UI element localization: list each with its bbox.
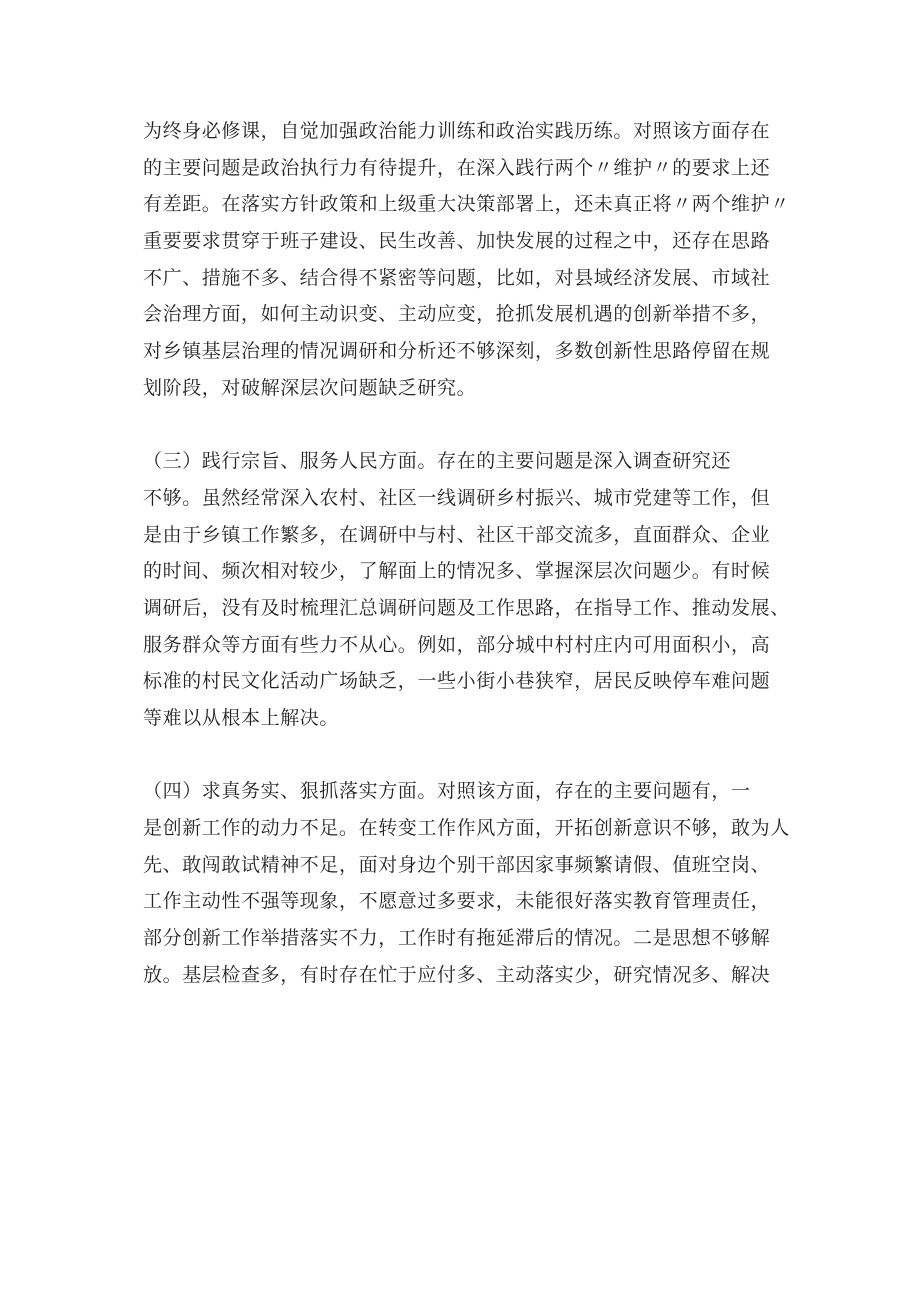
text-line: 重要要求贯穿于班子建设、民生改善、加快发展的过程之中，还存在思路 [143, 230, 771, 253]
text-line: 是由于乡镇工作繁多，在调研中与村、社区干部交流多，直面群众、企业 [143, 523, 771, 546]
text-line: 会治理方面，如何主动识变、主动应变，抢抓发展机遇的创新举措不多， [143, 303, 771, 326]
text-line: 对乡镇基层治理的情况调研和分析还不够深刻，多数创新性思路停留在规 [143, 340, 771, 363]
text-line: 部分创新工作举措落实不力，工作时有拖延滞后的情况。二是思想不够解 [143, 927, 771, 950]
text-line: （四）求真务实、狠抓落实方面。对照该方面，存在的主要问题有，一 [143, 780, 751, 803]
text-line: 的时间、频次相对较少，了解面上的情况多、掌握深层次问题少。有时候 [143, 560, 771, 583]
text-line: 划阶段，对破解深层次问题缺乏研究。 [143, 376, 477, 399]
text-line: 调研后，没有及时梳理汇总调研问题及工作思路，在指导工作、推动发展、 [143, 596, 790, 619]
text-line: 是创新工作的动力不足。在转变工作作风方面，开拓创新意识不够，敢为人 [143, 817, 790, 840]
paragraph-spacer [143, 737, 803, 774]
text-line: 不够。虽然经常深入农村、社区一线调研乡村振兴、城市党建等工作，但 [143, 486, 771, 509]
paragraph-serve-people [143, 443, 803, 737]
paragraph-spacer [143, 407, 803, 444]
text-line: （三）践行宗旨、服务人民方面。存在的主要问题是深入调查研究还 [143, 450, 732, 473]
document-body [143, 113, 803, 994]
text-line: 的主要问题是政治执行力有待提升，在深入践行两个〃维护〃的要求上还 [143, 156, 771, 179]
text-line: 工作主动性不强等现象，不愿意过多要求，未能很好落实教育管理责任， [143, 890, 771, 913]
text-line: 不广、措施不多、结合得不紧密等问题，比如，对县域经济发展、市域社 [143, 266, 771, 289]
text-line: 为终身必修课，自觉加强政治能力训练和政治实践历练。对照该方面存在 [143, 120, 771, 142]
paragraph-practical-work [143, 773, 803, 993]
text-line: 标准的村民文化活动广场缺乏，一些小街小巷狭窄，居民反映停车难问题 [143, 670, 771, 693]
text-line: 等难以从根本上解决。 [143, 707, 340, 729]
text-line: 有差距。在落实方针政策和上级重大决策部署上，还未真正将〃两个维护〃 [143, 193, 790, 216]
text-line: 服务群众等方面有些力不从心。例如，部分城中村村庄内可用面积小，高 [143, 633, 771, 656]
paragraph-political-ability [143, 113, 803, 407]
text-line: 先、敢闯敢试精神不足，面对身边个别干部因家事频繁请假、值班空岗、 [143, 853, 771, 876]
text-line: 放。基层检查多，有时存在忙于应付多、主动落实少，研究情况多、解决 [143, 963, 771, 986]
